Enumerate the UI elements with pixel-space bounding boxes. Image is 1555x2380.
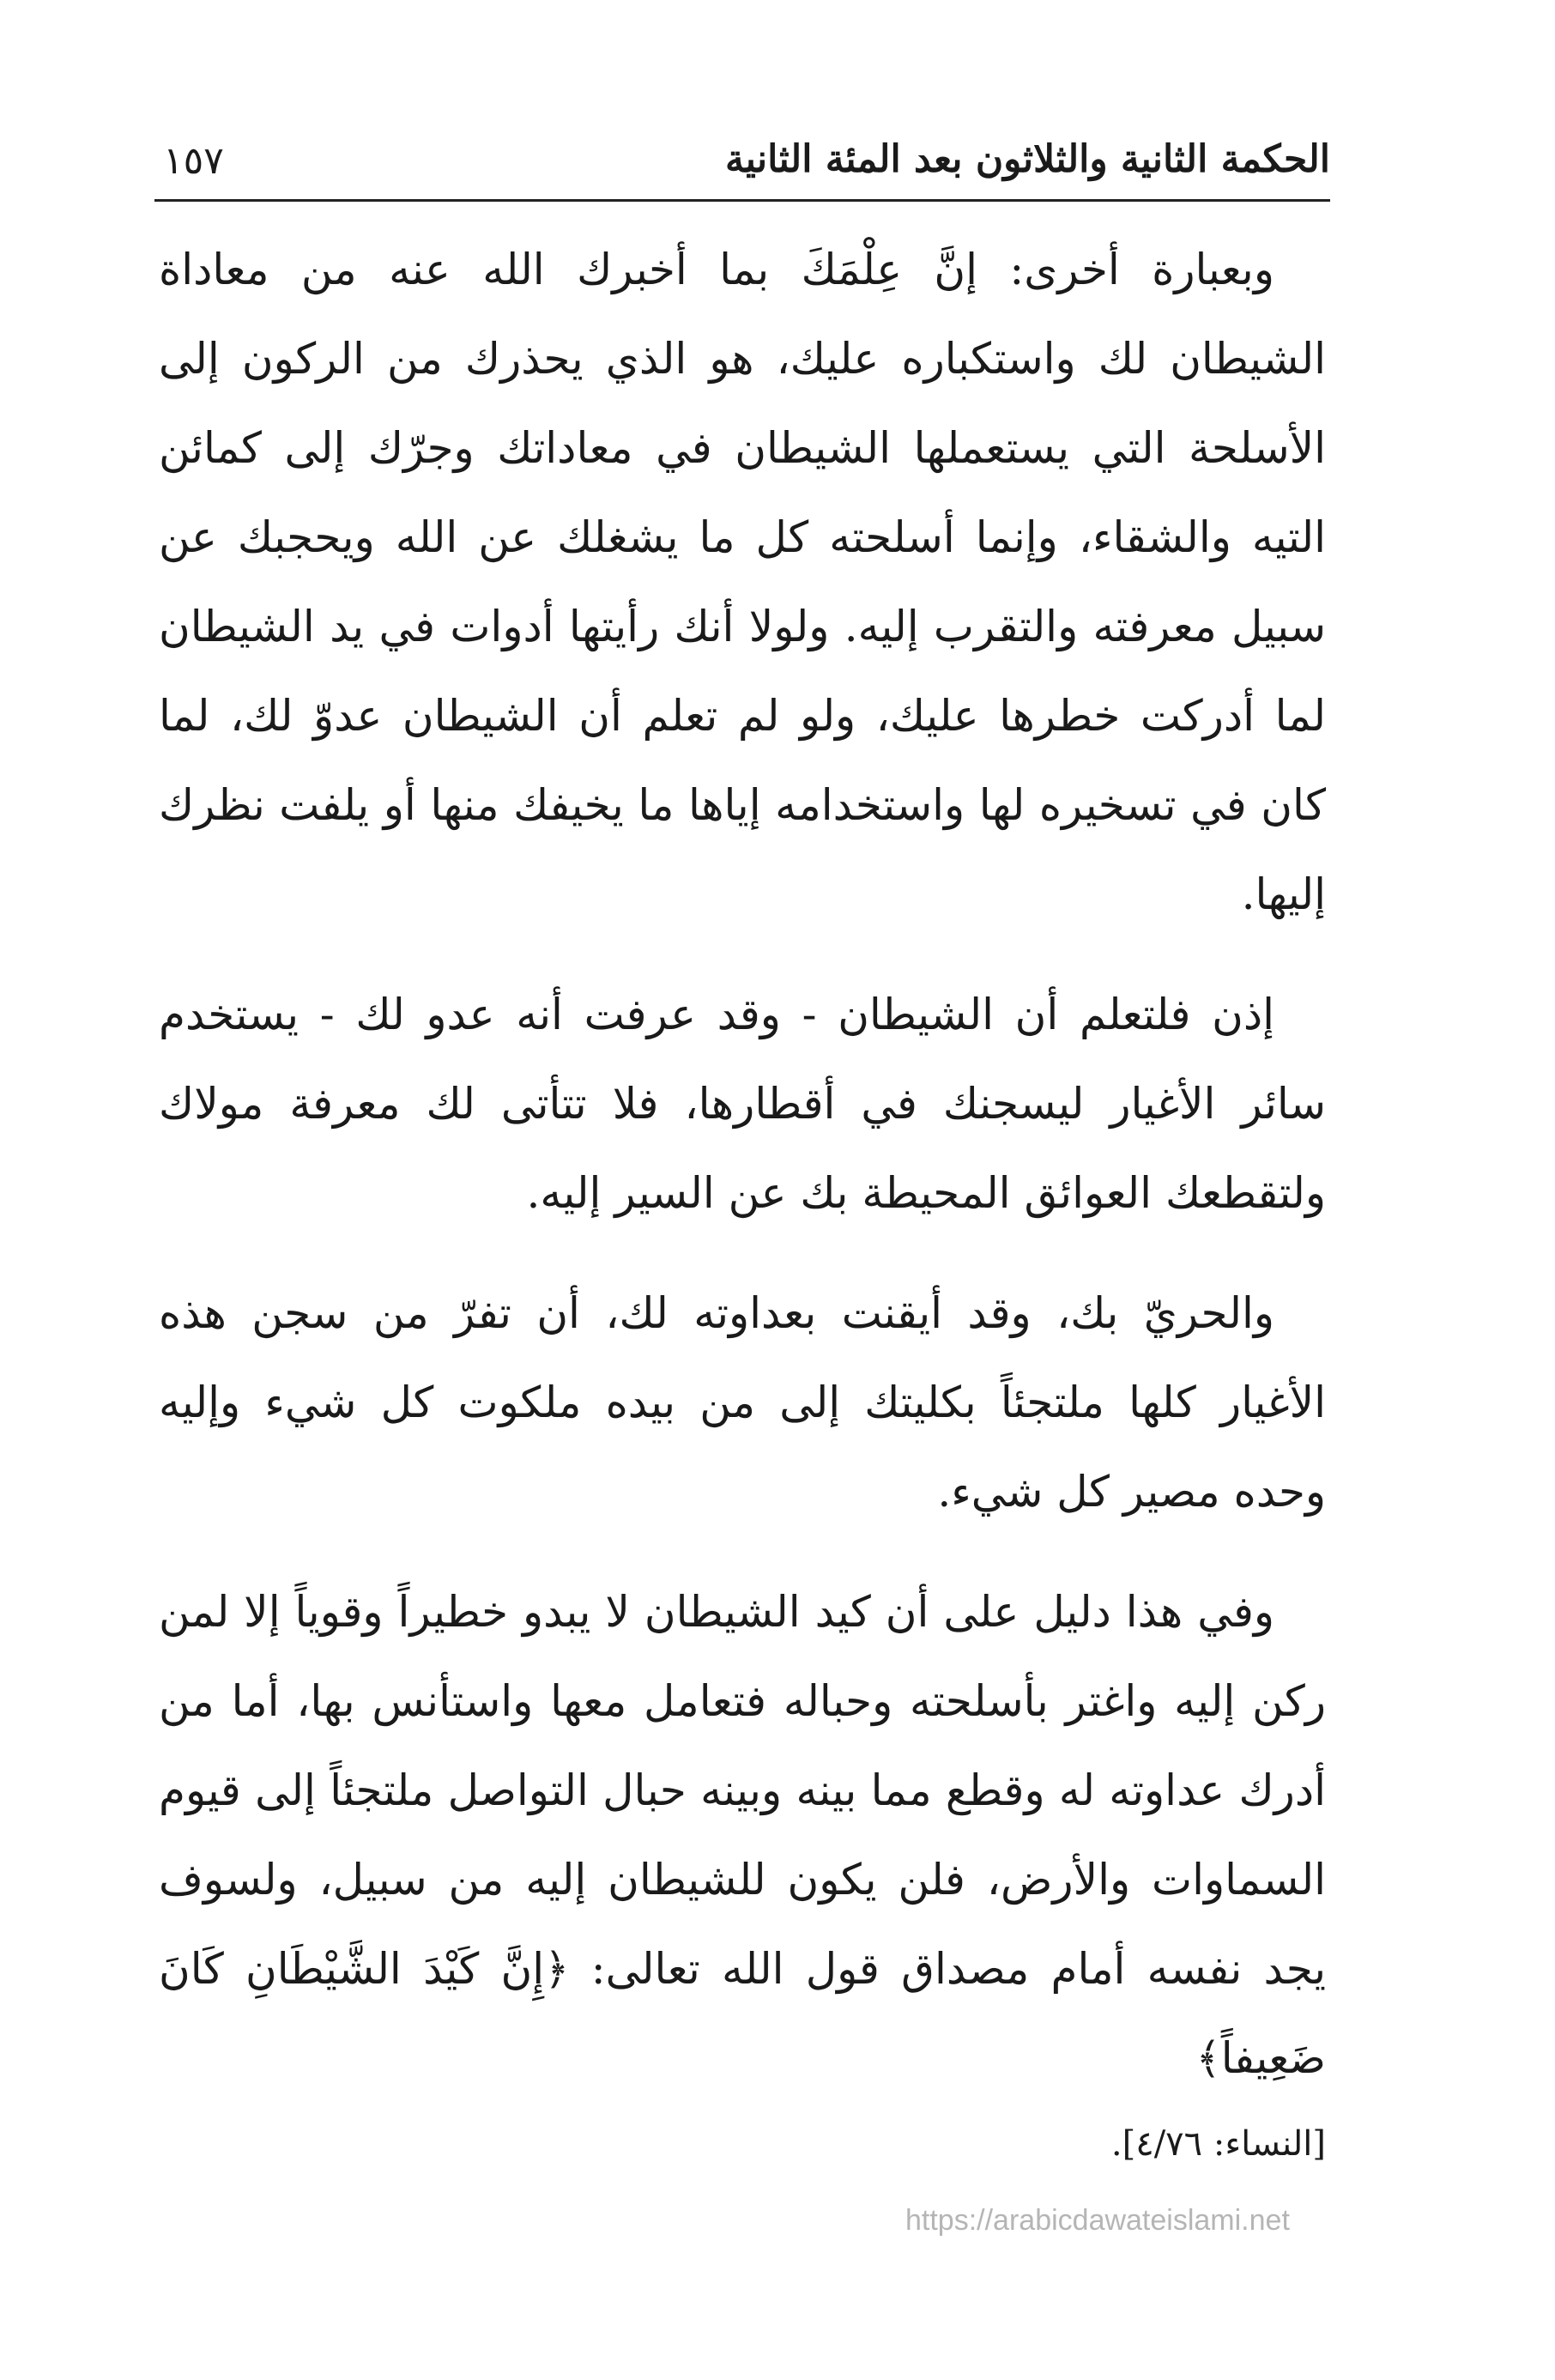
paragraph-1: وبعبارة أخرى: إنَّ عِلْمَكَ بما أخبرك الله عنه من معاداة الشيطان لك واستكباره عليك، هو الذي يحذرك من الركون إلى الأسلحة التي يستعملها الشيطان في معاداتك وجرّك إلى كمائن التيه والشقاء، وإنما أسلحته كل ما يشغلك عن الله ويحجبك عن سبيل معرفته والتقرب إليه. ولولا أنك رأيتها أدوات في يد الشيطان لما أدركت خطرها عليك، ولو لم تعلم أن الشيطان عدوّ لك، لما كان في تسخيره لها واستخدامه إياها ما يخيفك منها أو يلفت نظرك إليها. bbox=[159, 245, 1326, 919]
paragraph-4: وفي هذا دليل على أن كيد الشيطان لا يبدو خطيراً وقوياً إلا لمن ركن إليه واغتر بأسلحته وحباله فتعامل معها واستأنس بها، أما من أدرك عداوته له وقطع مما بينه وبينه حبال التواصل ملتجئاً إلى قيوم السماوات والأرض، فلن يكون للشيطان إليه من سبيل، ولسوف يجد نفسه أمام مصداق قول الله تعالى: ﴿إِنَّ كَيْدَ الشَّيْطَانِ كَانَ ضَعِيفاً﴾ bbox=[159, 1587, 1326, 2083]
watermark-url: https://arabicdawateislami.net bbox=[905, 2204, 1290, 2237]
paragraph-2: إذن فلتعلم أن الشيطان - وقد عرفت أنه عدو لك - يستخدم سائر الأغيار ليسجنك في أقطارها، فلا تتأتى لك معرفة مولاك ولتقطعك العوائق المحيطة بك عن السير إليه. bbox=[159, 990, 1326, 1218]
header-rule bbox=[154, 199, 1330, 202]
body-text bbox=[159, 225, 1326, 2178]
running-head-title: الحكمة الثانية والثلاثون بعد المئة الثانية bbox=[724, 137, 1330, 181]
page-header bbox=[154, 129, 1330, 197]
page-number: ١٥٧ bbox=[163, 139, 224, 183]
quran-citation: [النساء: ٤/٧٦]. bbox=[1110, 2124, 1326, 2164]
paragraph-3: والحريّ بك، وقد أيقنت بعداوته لك، أن تفرّ من سجن هذه الأغيار كلها ملتجئاً بكليتك إلى من بيده ملكوت كل شيء وإليه وحده مصير كل شيء. bbox=[159, 1288, 1326, 1517]
